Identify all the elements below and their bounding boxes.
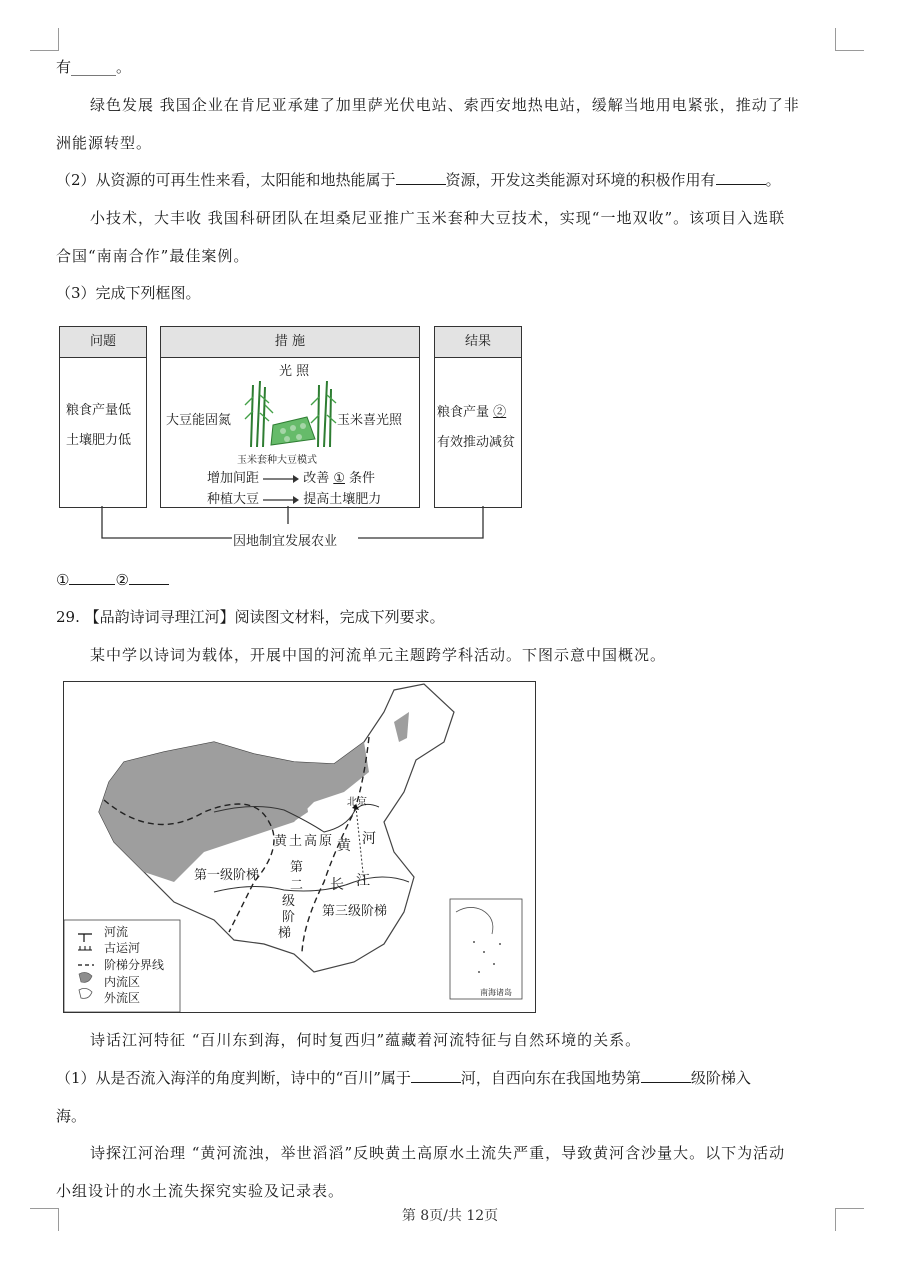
measure-text: 条件 [348, 471, 375, 486]
blank-marker: ② [493, 405, 507, 420]
step-2-char: 第 [290, 860, 304, 875]
paragraph-green-development: 绿色发展 我国企业在肯尼亚承建了加里萨光伏电站、索西安地热电站，缓解当地用电紧张，推动了非 [90, 96, 800, 114]
yangtze-label: 江 [356, 873, 370, 889]
legend-item-step-boundary: 阶梯分界线 [104, 958, 165, 972]
blank-marker: ① [333, 471, 345, 486]
step-2-char: 阶 [282, 910, 296, 925]
yellow-river-label: 黄 [337, 838, 351, 854]
intercropping-illustration [243, 377, 338, 449]
text-line: 有______。 [56, 58, 132, 76]
result-line [437, 401, 506, 420]
question-text: 。 [765, 171, 781, 189]
answer-blank[interactable] [396, 170, 446, 185]
arrow-icon [263, 474, 299, 484]
answer-label: ① [56, 571, 70, 589]
question-title: 【品韵诗词寻理江河】阅读图文材料，完成下列要求。 [84, 608, 445, 626]
step-2-char: 级 [282, 894, 296, 909]
question-1 [56, 1068, 751, 1088]
question-3: （3）完成下列框图。 [56, 284, 201, 302]
beijing-label: 北京 [347, 797, 367, 808]
answer-blank[interactable] [129, 570, 169, 585]
result-header: 结果 [435, 327, 521, 358]
question-2 [56, 170, 781, 190]
measure-text: 种植大豆 [207, 492, 260, 507]
question-text: 资源，开发这类能源对环境的积极作用有 [445, 171, 716, 189]
light-label: 光 照 [279, 364, 310, 379]
measures-box [160, 326, 420, 508]
question-number: 29. [56, 608, 80, 626]
legend-item-interior-drainage: 内流区 [104, 975, 141, 989]
result-text: 粮食产量 [437, 405, 490, 420]
measure-row-1 [207, 467, 375, 486]
answer-blank[interactable] [641, 1068, 691, 1083]
result-line: 有效推动减贫 [437, 435, 516, 450]
paragraph-small-tech: 小技术，大丰收 我国科研团队在坦桑尼亚推广玉米套种大豆技术，实现“一地双收”。该项目入选联 [90, 209, 786, 227]
question-text: （2）从资源的可再生性来看，太阳能和地热能属于 [56, 171, 396, 189]
measure-row-2 [207, 488, 381, 507]
legend-item-canal: 古运河 [104, 941, 141, 955]
step-3-label: 第三级阶梯 [322, 904, 388, 919]
answer-row [56, 570, 169, 590]
mode-label: 玉米套种大豆模式 [237, 455, 317, 466]
measure-text: 增加间距 [207, 471, 260, 486]
result-box [434, 326, 522, 508]
measure-text: 提高土壤肥力 [303, 492, 382, 507]
answer-label: ② [115, 571, 129, 589]
china-map [63, 681, 536, 1013]
question-text: 级阶梯入 [690, 1069, 751, 1087]
step-1-label: 第一级阶梯 [194, 868, 260, 883]
loess-plateau-label: 黄土高原 [274, 834, 335, 849]
yangtze-label: 长 [330, 877, 344, 893]
question-text: 河，自西向东在我国地势第 [460, 1069, 641, 1087]
answer-blank[interactable] [69, 570, 115, 585]
answer-blank[interactable] [716, 170, 766, 185]
paragraph-continuation: 小组设计的水土流失探究实验及记录表。 [56, 1182, 345, 1200]
page-footer: 第 8页/共 12页 [401, 1208, 499, 1224]
problem-header: 问题 [60, 327, 146, 358]
answer-blank[interactable] [411, 1068, 461, 1083]
south-sea-label: 南海诸岛 [480, 988, 512, 997]
crop-mark [30, 28, 59, 51]
legend-item-exterior-drainage: 外流区 [104, 991, 141, 1005]
paragraph-continuation: 洲能源转型。 [56, 134, 153, 152]
step-2-char: 二 [290, 878, 304, 893]
question-29-heading [56, 607, 445, 627]
yellow-river-label: 河 [362, 831, 376, 847]
soy-label: 大豆能固氮 [166, 413, 232, 428]
bottom-label: 因地制宜发展农业 [233, 534, 338, 549]
problem-box [59, 326, 147, 508]
question-continuation: 海。 [56, 1107, 87, 1125]
legend-item-river: 河流 [104, 925, 129, 939]
problem-line: 粮食产量低 [66, 403, 132, 418]
corn-label: 玉米喜光照 [337, 413, 403, 428]
step-2-char: 梯 [278, 926, 292, 941]
paragraph-continuation: 合国“南南合作”最佳案例。 [56, 247, 250, 265]
paragraph-governance: 诗探江河治理 “黄河流浊，举世滔滔”反映黄土高原水土流失严重，导致黄河含沙量大。以下为活动 [90, 1144, 786, 1162]
measures-header: 措 施 [161, 327, 419, 358]
paragraph-poem: 诗话江河特征 “百川东到海，何时复西归”蕴藏着河流特征与自然环境的关系。 [90, 1031, 642, 1049]
problem-line: 土壤肥力低 [66, 433, 132, 448]
paragraph-intro: 某中学以诗词为载体，开展中国的河流单元主题跨学科活动。下图示意中国概况。 [90, 646, 667, 664]
arrow-icon [263, 495, 299, 505]
measure-text: 改善 [303, 471, 330, 486]
question-text: （1）从是否流入海洋的角度判断，诗中的“百川”属于 [56, 1069, 411, 1087]
crop-mark [835, 28, 864, 51]
